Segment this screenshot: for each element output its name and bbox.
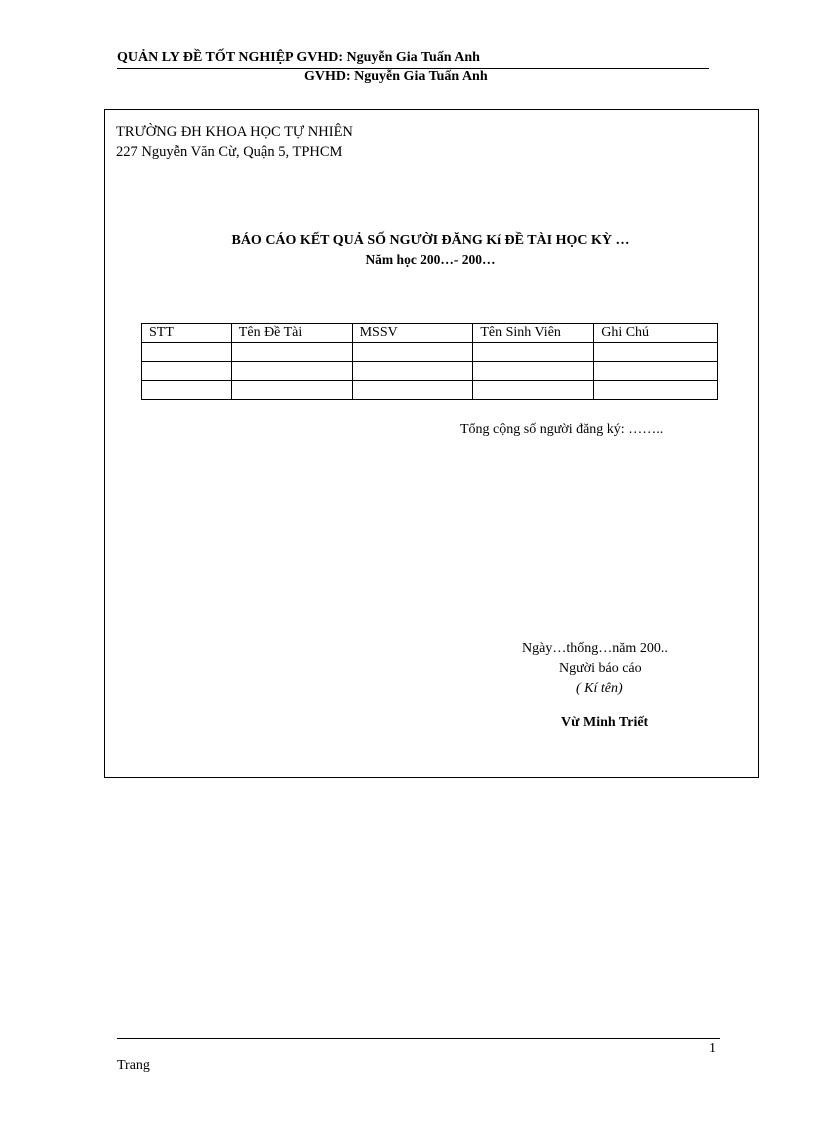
report-subtitle: Năm học 200…- 200… [365,252,496,267]
reporter-label: Người báo cáo [559,661,642,676]
total-registrants: Tổng cộng số người đăng ký: …….. [460,422,664,437]
column-header-topic: Tên Đề Tài [231,324,352,343]
table-cell [231,362,352,381]
running-header-advisor: GVHD: Nguyễn Gia Tuấn Anh [304,69,488,84]
school-address: 227 Nguyễn Văn Cừ, Quận 5, TPHCM [116,144,343,160]
table-cell [231,343,352,362]
registration-table [141,323,718,400]
running-header-title: QUẢN LY ĐỀ TỐT NGHIỆP GVHD: Nguyễn Gia Tuấn Anh [117,50,480,65]
table-cell [352,343,473,362]
table-cell [594,362,718,381]
report-date: Ngày…thống…năm 200.. [522,641,668,656]
table-row [142,343,718,362]
footer-divider [117,1038,720,1039]
table-cell [473,343,594,362]
table-cell [231,381,352,400]
table-row [142,381,718,400]
table-cell [142,343,232,362]
column-header-note: Ghi Chú [594,324,718,343]
report-frame [104,109,759,778]
table-cell [473,381,594,400]
table-cell [352,362,473,381]
report-title: BÁO CÁO KẾT QUẢ SỐ NGƯỜI ĐĂNG Kí ĐỀ TÀI HỌC KỲ … [231,233,630,248]
page-label: Trang [117,1058,150,1073]
signer-name: Vừ Minh Triết [561,715,649,730]
column-header-stt: STT [142,324,232,343]
table-cell [594,343,718,362]
column-header-student-id: MSSV [352,324,473,343]
table-row [142,362,718,381]
table-cell [352,381,473,400]
table-cell [473,362,594,381]
table-cell [142,362,232,381]
signature-note: ( Kí tên) [576,681,623,696]
page-number: 1 [709,1041,716,1056]
table-cell [142,381,232,400]
column-header-student-name: Tên Sinh Viên [473,324,594,343]
table-header-row [142,324,718,343]
table-cell [594,381,718,400]
school-name: TRƯỜNG ĐH KHOA HỌC TỰ NHIÊN [116,124,353,140]
school-block [116,122,353,162]
